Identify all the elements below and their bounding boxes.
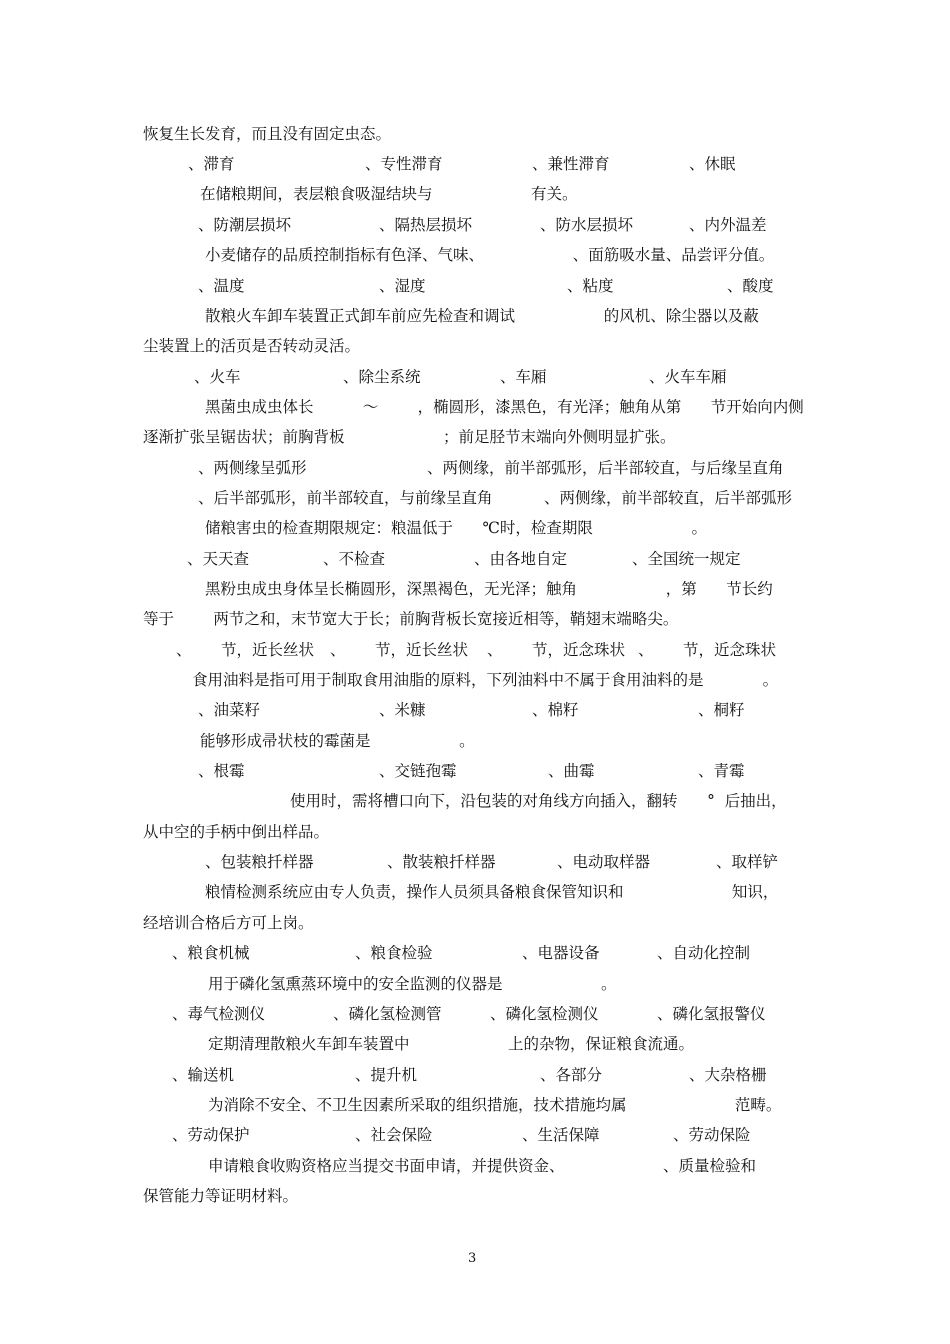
option-d: 、休眠 bbox=[689, 155, 736, 173]
option-b: 、 节，近长丝状 bbox=[330, 641, 469, 659]
option-d: 、磷化氢报警仪 bbox=[657, 1005, 766, 1023]
option-c: 、 节，近念珠状 bbox=[487, 641, 626, 659]
question-text: 尘装置上的活页是否转动灵活。 bbox=[143, 337, 361, 355]
question-text: 黑菌虫成虫体长 ～ ，椭圆形，漆黑色，有光泽；触角从第 节开始向内侧 bbox=[205, 398, 804, 416]
option-d: 、劳动保险 bbox=[673, 1126, 751, 1144]
option-c: 、各部分 bbox=[540, 1066, 603, 1084]
option-a: 、 节，近长丝状 bbox=[176, 641, 315, 659]
option-a: 、输送机 bbox=[172, 1066, 235, 1084]
option-c: 、电器设备 bbox=[522, 944, 600, 962]
option-a: 、根霉 bbox=[198, 762, 245, 780]
question-text: 用于磷化氢熏蒸环境中的安全监测的仪器是 。 bbox=[208, 975, 617, 993]
option-c: 、车厢 bbox=[500, 368, 547, 386]
option-c: 、兼性滞育 bbox=[532, 155, 610, 173]
question-text: 定期清理散粮火车卸车装置中 上的杂物，保证粮食流通。 bbox=[208, 1035, 695, 1053]
question-text: 申请粮食收购资格应当提交书面申请，并提供资金、 、质量检验和 bbox=[208, 1157, 757, 1175]
option-a: 、毒气检测仪 bbox=[172, 1005, 266, 1023]
option-d: 、 节，近念珠状 bbox=[638, 641, 777, 659]
option-a: 、火车 bbox=[194, 368, 241, 386]
option-d: 、自动化控制 bbox=[657, 944, 751, 962]
option-a: 、粮食机械 bbox=[172, 944, 250, 962]
option-b: 、交链孢霉 bbox=[379, 762, 457, 780]
option-b: 、隔热层损坏 bbox=[379, 216, 473, 234]
question-text: 使用时，需将槽口向下，沿包装的对角线方向插入，翻转 ° 后抽出， bbox=[290, 792, 787, 810]
option-d: 、火车车厢 bbox=[649, 368, 727, 386]
question-text: 在储粮期间，表层粮食吸湿结块与 有关。 bbox=[200, 185, 578, 203]
option-b: 、磷化氢检测管 bbox=[333, 1005, 442, 1023]
question-text: 散粮火车卸车装置正式卸车前应先检查和调试 的风机、除尘器以及蔽 bbox=[205, 307, 759, 325]
question-text: 从中空的手柄中倒出样品。 bbox=[143, 823, 330, 841]
option-b: 、湿度 bbox=[379, 277, 426, 295]
option-d: 、大杂格栅 bbox=[689, 1066, 767, 1084]
page-number: 3 bbox=[468, 1251, 477, 1266]
question-text: 黑粉虫成虫身体呈长椭圆形，深黑褐色，无光泽；触角 ，第 节长约 bbox=[205, 580, 773, 598]
option-c: 、磷化氢检测仪 bbox=[490, 1005, 599, 1023]
option-b: 、提升机 bbox=[355, 1066, 418, 1084]
question-text: 经培训合格后方可上岗。 bbox=[143, 914, 314, 932]
option-a: 、滞育 bbox=[188, 155, 235, 173]
option-c: 、粘度 bbox=[567, 277, 614, 295]
question-text: 储粮害虫的检查期限规定：粮温低于 ℃时，检查期限 。 bbox=[205, 519, 707, 537]
option-d: 、取样铲 bbox=[716, 853, 779, 871]
option-b: 、两侧缘，前半部弧形，后半部较直，与后缘呈直角 bbox=[427, 459, 784, 477]
option-a: 、防潮层损坏 bbox=[198, 216, 292, 234]
option-a: 、天天查 bbox=[187, 550, 250, 568]
option-c: 、电动取样器 bbox=[557, 853, 651, 871]
option-c: 、后半部弧形，前半部较直，与前缘呈直角 bbox=[198, 489, 493, 507]
option-a: 、油菜籽 bbox=[198, 701, 261, 719]
question-text: 粮情检测系统应由专人负责，操作人员须具备粮食保管知识和 知识， bbox=[205, 883, 779, 901]
option-b: 、不检查 bbox=[323, 550, 386, 568]
text-line: 恢复生长发育，而且没有固定虫态。 bbox=[143, 125, 392, 143]
question-text: 小麦储存的品质控制指标有色泽、气味、 、面筋吸水量、品尝评分值。 bbox=[205, 246, 775, 264]
question-text: 逐渐扩张呈锯齿状；前胸背板 ；前足胫节末端向外侧明显扩张。 bbox=[143, 428, 676, 446]
option-c: 、由各地自定 bbox=[474, 550, 568, 568]
option-b: 、专性滞育 bbox=[365, 155, 443, 173]
option-d: 、全国统一规定 bbox=[632, 550, 741, 568]
option-c: 、曲霉 bbox=[548, 762, 595, 780]
question-text: 为消除不安全、不卫生因素所采取的组织措施，技术措施均属 范畴。 bbox=[208, 1096, 782, 1114]
option-b: 、社会保险 bbox=[355, 1126, 433, 1144]
option-c: 、防水层损坏 bbox=[540, 216, 634, 234]
option-a: 、劳动保护 bbox=[172, 1126, 250, 1144]
option-c: 、棉籽 bbox=[532, 701, 579, 719]
question-text: 保管能力等证明材料。 bbox=[143, 1187, 299, 1205]
option-d: 、酸度 bbox=[727, 277, 774, 295]
question-text: 能够形成帚状枝的霉菌是 。 bbox=[200, 732, 475, 750]
option-b: 、除尘系统 bbox=[343, 368, 421, 386]
option-a: 、温度 bbox=[198, 277, 245, 295]
option-d: 、两侧缘，前半部较直，后半部弧形 bbox=[544, 489, 793, 507]
option-a: 、包装粮扦样器 bbox=[205, 853, 314, 871]
option-b: 、米糠 bbox=[379, 701, 426, 719]
option-a: 、两侧缘呈弧形 bbox=[198, 459, 307, 477]
option-b: 、散装粮扦样器 bbox=[387, 853, 496, 871]
question-text: 等于 两节之和，末节宽大于长；前胸背板长宽接近相等，鞘翅末端略尖。 bbox=[143, 610, 679, 628]
option-d: 、青霉 bbox=[698, 762, 745, 780]
option-d: 、桐籽 bbox=[698, 701, 745, 719]
option-d: 、内外温差 bbox=[689, 216, 767, 234]
option-c: 、生活保障 bbox=[522, 1126, 600, 1144]
option-b: 、粮食检验 bbox=[355, 944, 433, 962]
question-text: 食用油料是指可用于制取食用油脂的原料，下列油料中不属于食用油料的是 。 bbox=[192, 671, 779, 689]
